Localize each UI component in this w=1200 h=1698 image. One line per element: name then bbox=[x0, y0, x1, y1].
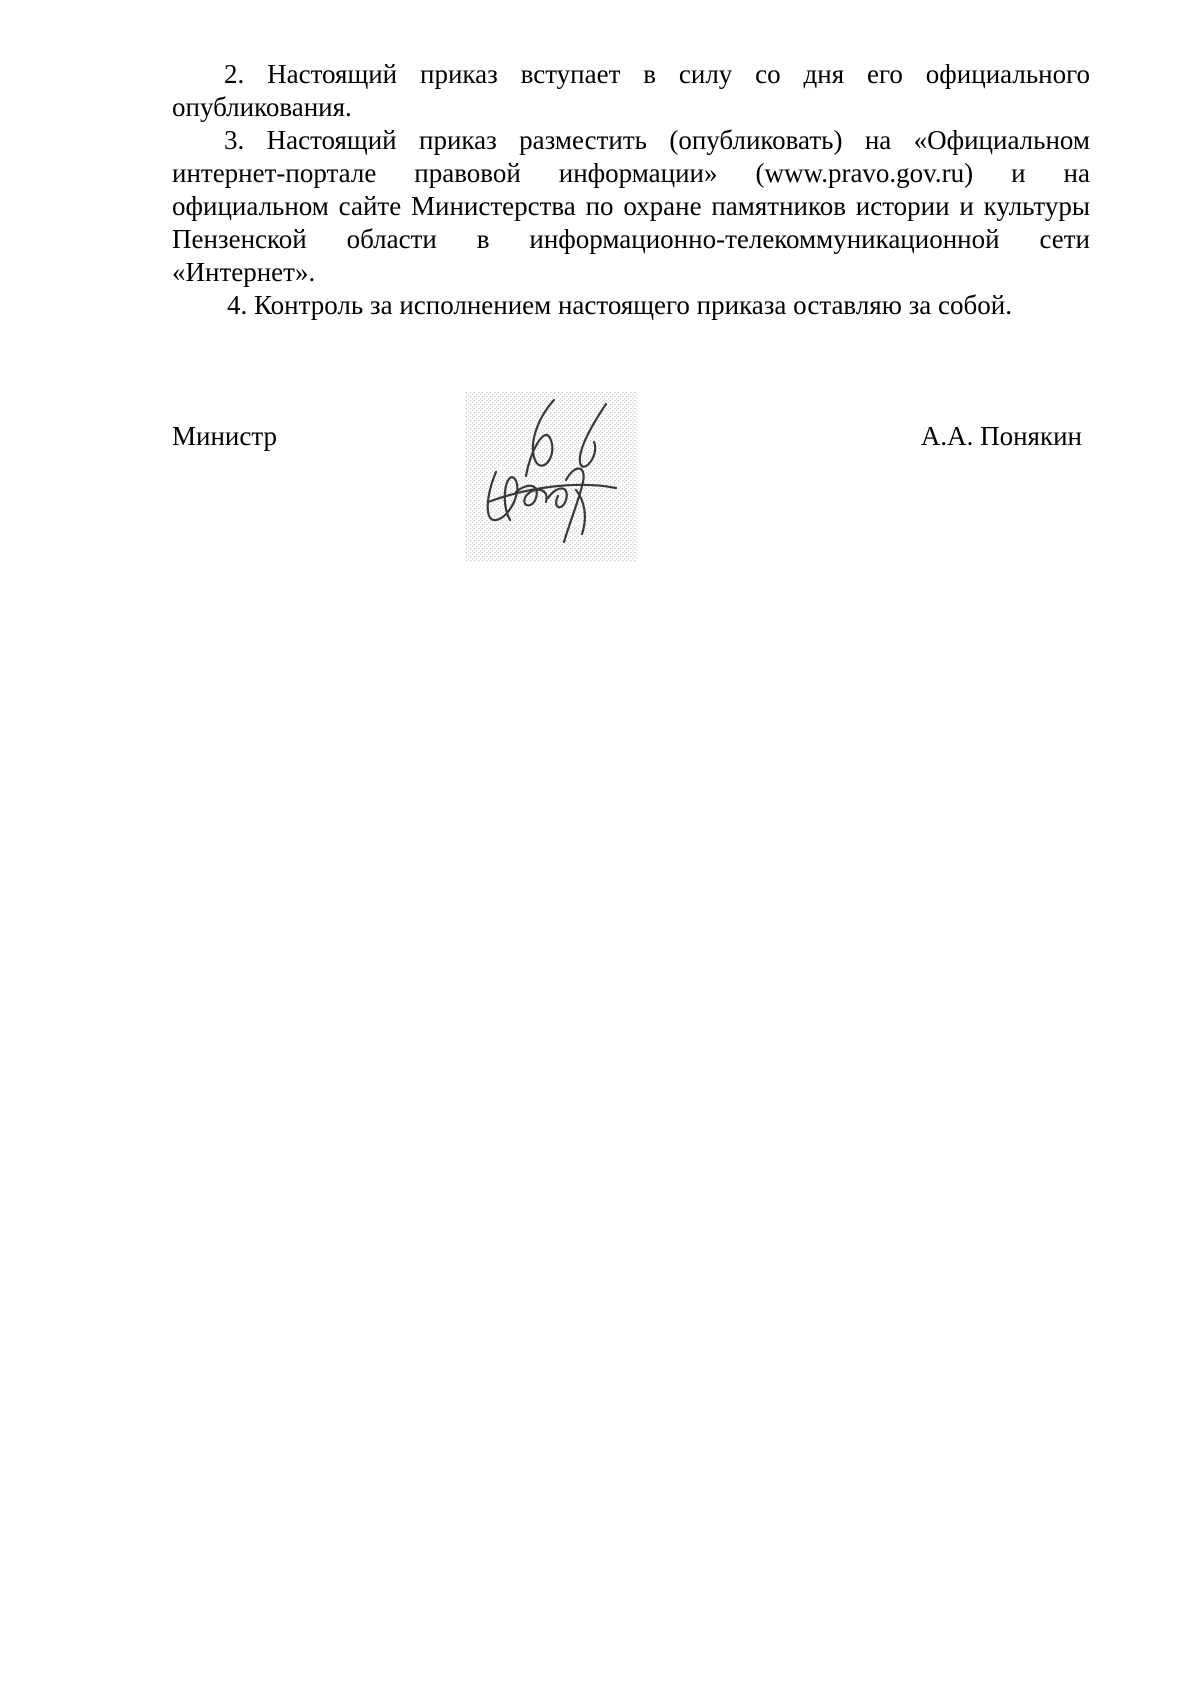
paragraph-4: 4. Контроль за исполнением настоящего приказа оставляю за собой. bbox=[227, 290, 1012, 320]
signatory-name: А.А. Понякин bbox=[920, 421, 1082, 451]
handwritten-signature bbox=[466, 392, 638, 562]
paragraph-2: 2. Настоящий приказ вступает в силу со дня его официального опубликования. bbox=[172, 59, 1090, 122]
signatory-position: Министр bbox=[172, 421, 277, 451]
paragraph-3: 3. Настоящий приказ разместить (опубликовать) на «Официальном интернет-портале правовой информации» (www.pravo.gov.ru) и на официальном сайте Министерства по охране памятников истории и культуры Пензенской области в информационно-телекоммуникационной сети «Интернет». bbox=[172, 125, 1090, 287]
signature-block bbox=[172, 392, 1090, 572]
document-body bbox=[172, 58, 1090, 322]
